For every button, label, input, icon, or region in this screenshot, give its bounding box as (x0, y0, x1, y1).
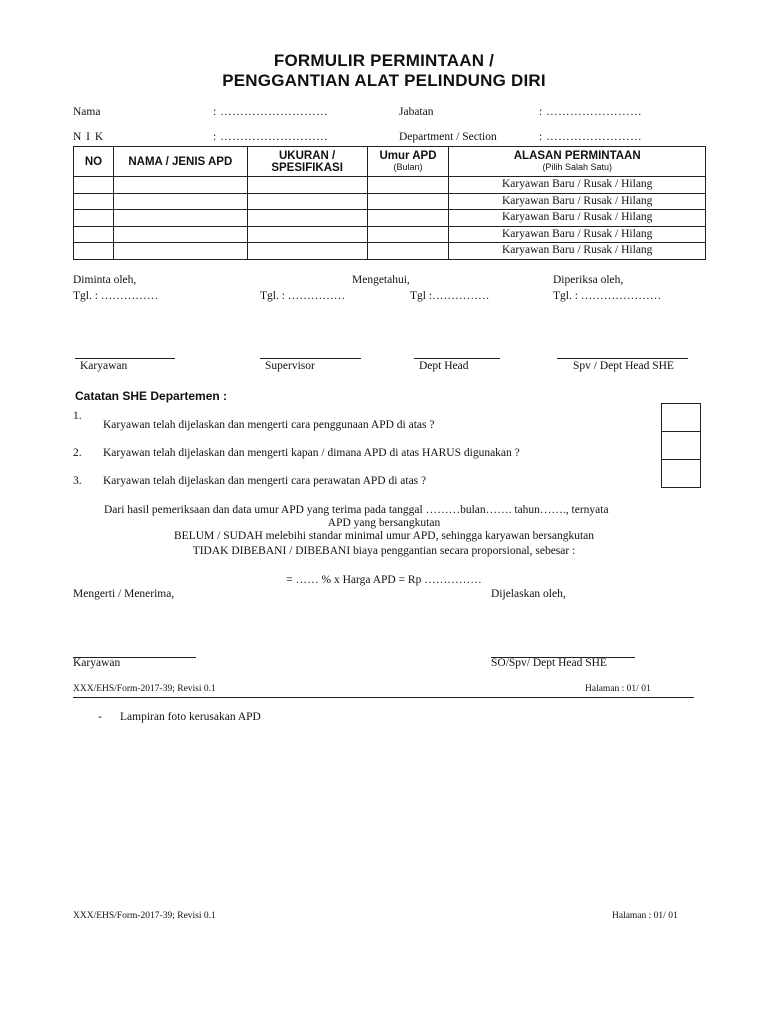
cell-ukuran[interactable] (247, 210, 367, 227)
footer-rule (73, 697, 694, 698)
form-code: XXX/EHS/Form-2017-39; Revisi 0.1 (73, 684, 216, 694)
jabatan-label: Jabatan (399, 106, 434, 118)
nik-label: N I K (73, 131, 105, 143)
mengerti-label: Mengerti / Menerima, (73, 588, 175, 600)
table-row (74, 243, 706, 260)
department-label: Department / Section (399, 131, 497, 143)
tgl-dept-head[interactable]: Tgl :…………… (410, 290, 490, 302)
col-header-umur-sub: (Bulan) (393, 162, 423, 172)
apd-request-table (73, 146, 706, 260)
checkbox-item-1[interactable] (661, 403, 701, 432)
catatan-item-number: 1. (73, 410, 82, 422)
catatan-heading: Catatan SHE Departemen : (75, 389, 228, 403)
paragraph-line-1: Dari hasil pemeriksaan dan data umur APD yang terima pada tanggal ………bulan……. tahun……., ternyata (104, 504, 609, 516)
catatan-item-text: Karyawan telah dijelaskan dan mengerti kapan / dimana APD di atas HARUS digunakan ? (103, 447, 520, 459)
checkbox-item-3[interactable] (661, 459, 701, 488)
form-code-bottom: XXX/EHS/Form-2017-39; Revisi 0.1 (73, 911, 216, 921)
table-row (74, 177, 706, 194)
cell-ukuran[interactable] (247, 177, 367, 194)
checkbox-item-2[interactable] (661, 431, 701, 460)
signature-label-karyawan-bottom: Karyawan (73, 657, 121, 669)
attachment-bullet: - (98, 711, 102, 723)
col-header-alasan-label: ALASAN PERMINTAAN (513, 150, 641, 162)
cell-umur[interactable] (367, 177, 449, 194)
catatan-item-number: 3. (73, 475, 82, 487)
table-header-row (74, 147, 706, 177)
cell-no[interactable] (74, 243, 114, 260)
table-row (74, 193, 706, 210)
cell-ukuran[interactable] (247, 243, 367, 260)
cost-formula: = …… % x Harga APD = Rp …………… (286, 574, 482, 586)
cell-no[interactable] (74, 210, 114, 227)
diperiksa-label: Diperiksa oleh, (553, 274, 624, 286)
signature-line-karyawan (75, 358, 175, 359)
catatan-item-text: Karyawan telah dijelaskan dan mengerti cara penggunaan APD di atas ? (103, 419, 435, 431)
cell-nama[interactable] (113, 210, 247, 227)
nik-field[interactable]: : ……………………… (213, 131, 329, 143)
cell-nama[interactable] (113, 193, 247, 210)
cell-alasan[interactable]: Karyawan Baru / Rusak / Hilang (449, 210, 706, 227)
signature-label-supervisor: Supervisor (265, 360, 315, 372)
diminta-label: Diminta oleh, (73, 274, 137, 286)
cell-no[interactable] (74, 226, 114, 243)
cell-umur[interactable] (367, 193, 449, 210)
signature-label-dept-head: Dept Head (419, 360, 469, 372)
dijelaskan-label: Dijelaskan oleh, (491, 588, 566, 600)
attachment-text: Lampiran foto kerusakan APD (120, 711, 261, 723)
col-header-alasan (449, 147, 706, 177)
cell-ukuran[interactable] (247, 193, 367, 210)
cell-alasan[interactable]: Karyawan Baru / Rusak / Hilang (449, 226, 706, 243)
col-header-umur-label: Umur APD (379, 150, 437, 162)
cell-umur[interactable] (367, 226, 449, 243)
cell-nama[interactable] (113, 243, 247, 260)
cell-umur[interactable] (367, 243, 449, 260)
paragraph-line-3: BELUM / SUDAH melebihi standar minimal umur APD, sehingga karyawan bersangkutan (174, 530, 594, 542)
cell-alasan[interactable]: Karyawan Baru / Rusak / Hilang (449, 243, 706, 260)
signature-line-dept-head (414, 358, 500, 359)
cell-alasan[interactable]: Karyawan Baru / Rusak / Hilang (449, 193, 706, 210)
nama-field[interactable]: : ……………………… (213, 106, 329, 118)
cell-umur[interactable] (367, 210, 449, 227)
col-header-umur (367, 147, 449, 177)
tgl-supervisor[interactable]: Tgl. : …………… (260, 290, 346, 302)
signature-label-spv-she: Spv / Dept Head SHE (573, 360, 674, 372)
catatan-item-number: 2. (73, 447, 82, 459)
table-row (74, 226, 706, 243)
col-header-no: NO (74, 147, 114, 177)
signature-line-supervisor (260, 358, 361, 359)
cell-no[interactable] (74, 193, 114, 210)
cell-no[interactable] (74, 177, 114, 194)
mengetahui-label: Mengetahui, (352, 274, 410, 286)
form-title-line2: PENGGANTIAN ALAT PELINDUNG DIRI (222, 71, 546, 90)
page-number: Halaman : 01/ 01 (585, 684, 651, 694)
signature-label-she-bottom: SO/Spv/ Dept Head SHE (491, 657, 607, 669)
col-header-alasan-sub: (Pilih Salah Satu) (542, 162, 612, 172)
table-row (74, 210, 706, 227)
tgl-spv-she[interactable]: Tgl. : ………………… (553, 290, 662, 302)
paragraph-line-2: APD yang bersangkutan (327, 517, 441, 529)
tgl-karyawan[interactable]: Tgl. : …………… (73, 290, 159, 302)
catatan-item-text: Karyawan telah dijelaskan dan mengerti cara perawatan APD di atas ? (103, 475, 427, 487)
col-header-nama: NAMA / JENIS APD (113, 147, 247, 177)
cell-nama[interactable] (113, 177, 247, 194)
cell-ukuran[interactable] (247, 226, 367, 243)
paragraph-line-4: TIDAK DIBEBANI / DIBEBANI biaya penggantian secara proporsional, sebesar : (192, 545, 576, 557)
nama-label: Nama (73, 106, 101, 118)
jabatan-field[interactable]: : …………………… (539, 106, 643, 118)
cell-nama[interactable] (113, 226, 247, 243)
signature-label-karyawan: Karyawan (80, 360, 128, 372)
form-title-line1: FORMULIR PERMINTAAN / (273, 51, 495, 70)
col-header-ukuran: UKURAN / SPESIFIKASI (247, 147, 367, 177)
department-field[interactable]: : …………………… (539, 131, 643, 143)
page-number-bottom: Halaman : 01/ 01 (612, 911, 678, 921)
cell-alasan[interactable]: Karyawan Baru / Rusak / Hilang (449, 177, 706, 194)
signature-line-spv-she (557, 358, 688, 359)
